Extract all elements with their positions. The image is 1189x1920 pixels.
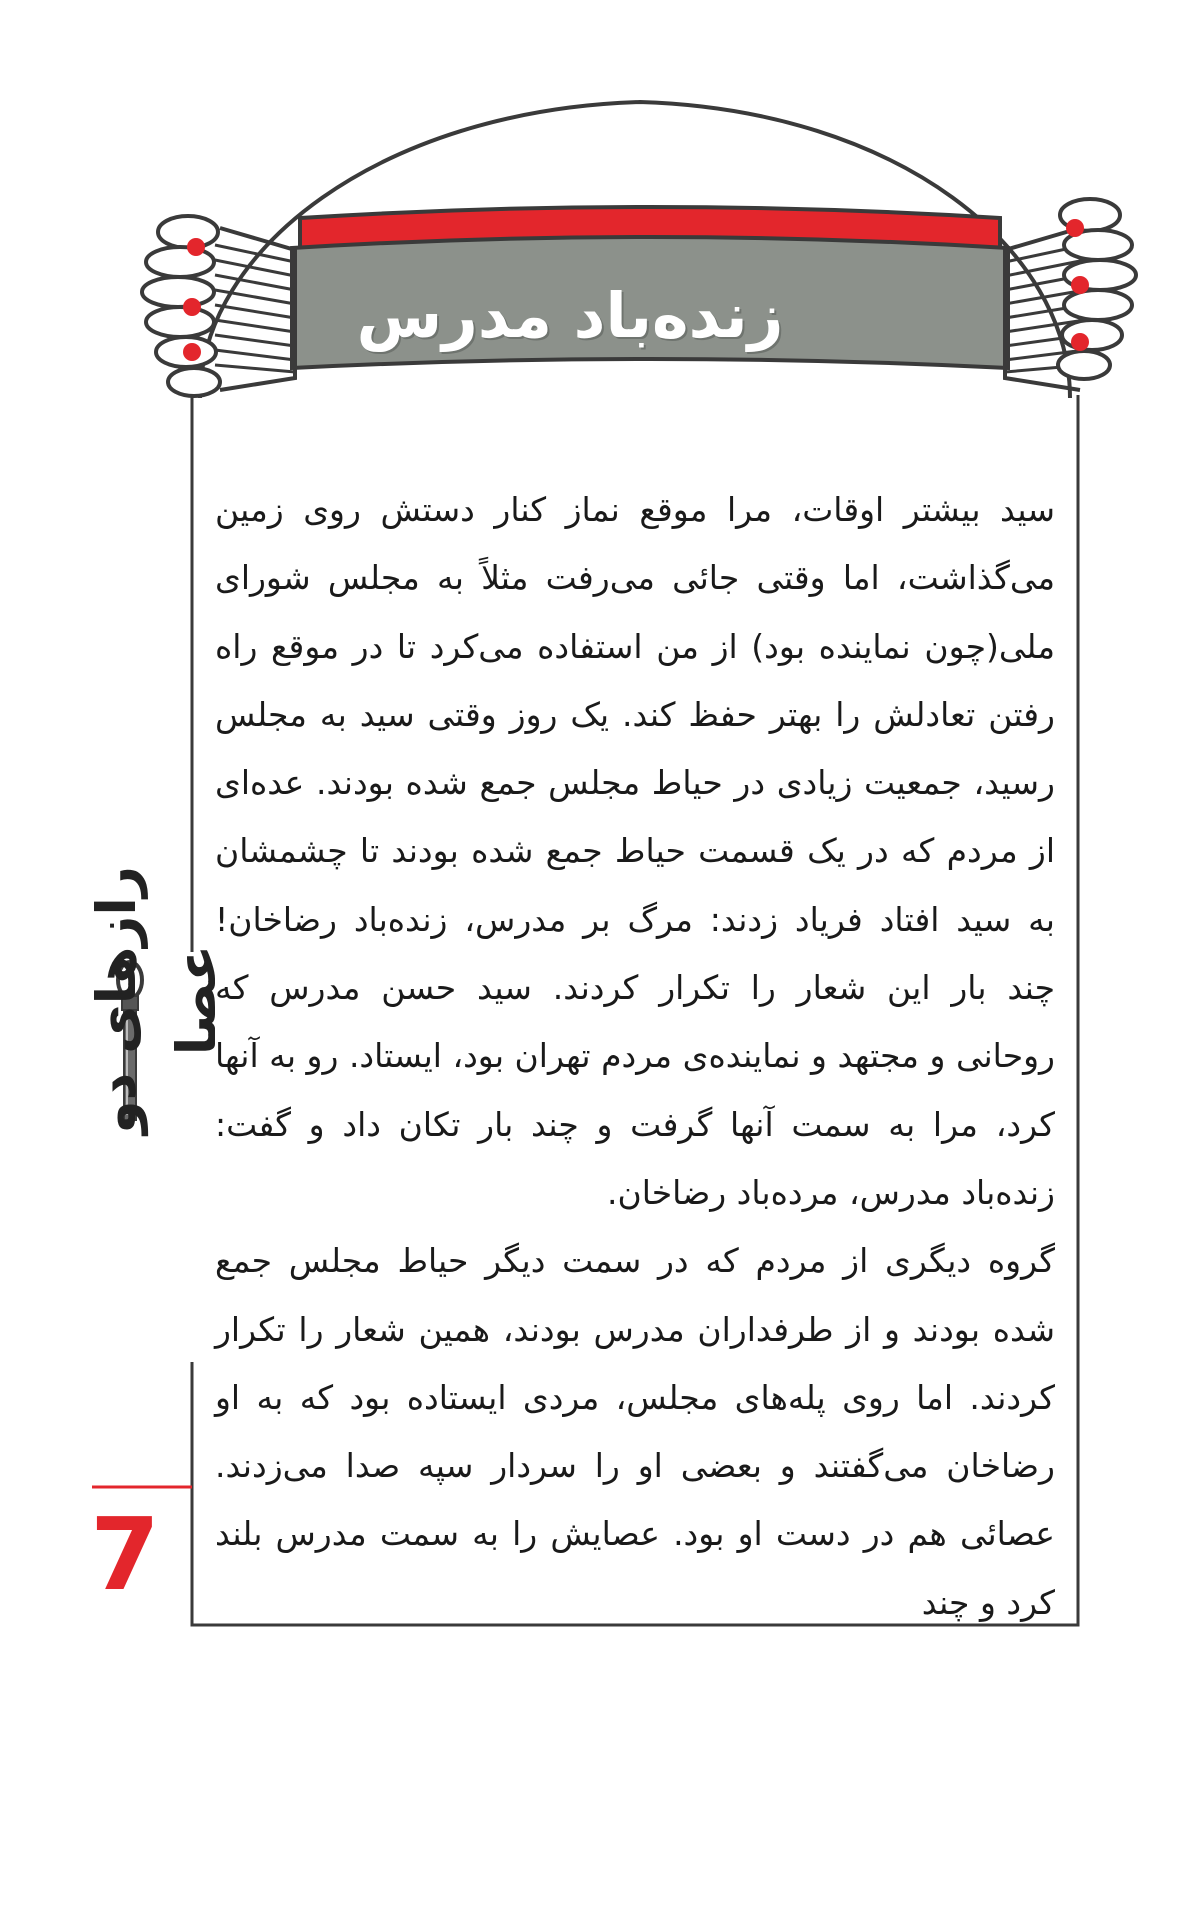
page-number: 7 <box>90 1496 160 1613</box>
body-text <box>215 476 1055 1637</box>
paragraph: گروه دیگری از مردم که در سمت دیگر حیاط مجلس جمع شده بودند و از طرفداران مدرس بودند، همین شعار را تکرار کردند. اما روی پله‌های مجلس، مردی ایستاده بود که به او رضاخان می‌گفتند و بعضی او را سردار سپه صدا می‌زدند. عصائی هم در دست او بود. عصایش را به سمت مدرس بلند کرد و چند <box>215 1241 1055 1622</box>
paragraph: سید بیشتر اوقات، مرا موقع نماز کنار دستش روی زمین می‌گذاشت، اما وقتی جائی می‌رفت مثلاً به مجلس شورای ملی(چون نماینده بود) از من استفاده می‌کرد تا در موقع راه رفتن تعادلش را بهتر حفظ کند. یک روز وقتی سید به مجلس رسید، جمعیت زیادی در حیاط مجلس جمع شده بودند. عده‌ای از مردم که در یک قسمت حیاط جمع شده بودند تا چشمشان به سید افتاد فریاد زدند: مرگ بر مدرس، زنده‌باد رضاخان! چند بار این شعار را تکرار کردند. سید حسن مدرس که روحانی و مجتهد و نماینده‌ی مردم تهران بود، ایستاد. رو به آنها کرد، مرا به سمت آنها گرفت و چند بار تکان داد و گفت: زنده‌باد مدرس، مرده‌باد رضاخان. <box>215 490 1055 1212</box>
book-title: رازهای دو عصا <box>85 866 228 1134</box>
chapter-title: زنده‌باد مدرس <box>356 278 784 352</box>
